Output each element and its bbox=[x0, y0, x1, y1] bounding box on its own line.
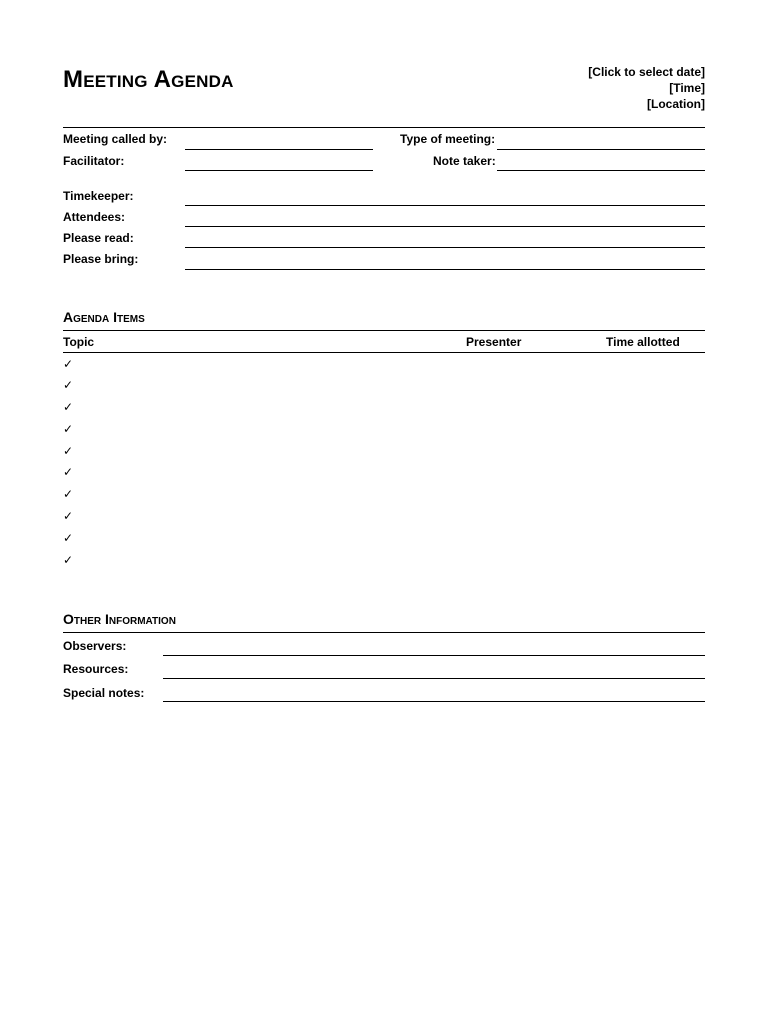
please-bring-field[interactable] bbox=[185, 269, 705, 270]
header-divider bbox=[63, 127, 705, 128]
agenda-item-check-icon[interactable]: ✓ bbox=[63, 553, 74, 567]
date-placeholder[interactable]: [Click to select date] bbox=[588, 65, 705, 79]
presenter-column-header: Presenter bbox=[466, 335, 522, 349]
timekeeper-field[interactable] bbox=[185, 205, 705, 206]
topic-column-header: Topic bbox=[63, 335, 95, 349]
page-title: Meeting Agenda bbox=[63, 66, 234, 93]
agenda-item-check-icon[interactable]: ✓ bbox=[63, 357, 74, 371]
please-bring-label: Please bring: bbox=[63, 252, 139, 266]
agenda-item-check-icon[interactable]: ✓ bbox=[63, 422, 74, 436]
resources-label: Resources: bbox=[63, 662, 129, 676]
location-placeholder[interactable]: [Location] bbox=[647, 97, 705, 111]
please-read-label: Please read: bbox=[63, 231, 134, 245]
agenda-item-check-icon[interactable]: ✓ bbox=[63, 400, 74, 414]
other-information-heading: Other Information bbox=[63, 611, 176, 627]
time-placeholder[interactable]: [Time] bbox=[669, 81, 705, 95]
observers-label: Observers: bbox=[63, 639, 127, 653]
called-by-label: Meeting called by: bbox=[63, 132, 168, 146]
note-taker-field[interactable] bbox=[497, 170, 705, 171]
attendees-field[interactable] bbox=[185, 226, 705, 227]
special-notes-label: Special notes: bbox=[63, 686, 145, 700]
resources-field[interactable] bbox=[163, 678, 705, 679]
called-by-field[interactable] bbox=[185, 149, 373, 150]
time-allotted-column-header: Time allotted bbox=[606, 335, 680, 349]
agenda-top-rule bbox=[63, 330, 705, 331]
attendees-label: Attendees: bbox=[63, 210, 126, 224]
note-taker-label: Note taker: bbox=[433, 154, 496, 168]
agenda-item-check-icon[interactable]: ✓ bbox=[63, 531, 74, 545]
observers-field[interactable] bbox=[163, 655, 705, 656]
type-of-meeting-field[interactable] bbox=[497, 149, 705, 150]
agenda-header-rule bbox=[63, 352, 705, 353]
facilitator-label: Facilitator: bbox=[63, 154, 125, 168]
agenda-item-check-icon[interactable]: ✓ bbox=[63, 465, 74, 479]
agenda-item-check-icon[interactable]: ✓ bbox=[63, 487, 74, 501]
agenda-item-check-icon[interactable]: ✓ bbox=[63, 444, 74, 458]
other-top-rule bbox=[63, 632, 705, 633]
special-notes-field[interactable] bbox=[163, 701, 705, 702]
facilitator-field[interactable] bbox=[185, 170, 373, 171]
timekeeper-label: Timekeeper: bbox=[63, 189, 134, 203]
agenda-item-check-icon[interactable]: ✓ bbox=[63, 509, 74, 523]
type-of-meeting-label: Type of meeting: bbox=[400, 132, 496, 146]
please-read-field[interactable] bbox=[185, 247, 705, 248]
agenda-items-heading: Agenda Items bbox=[63, 309, 145, 325]
agenda-item-check-icon[interactable]: ✓ bbox=[63, 378, 74, 392]
